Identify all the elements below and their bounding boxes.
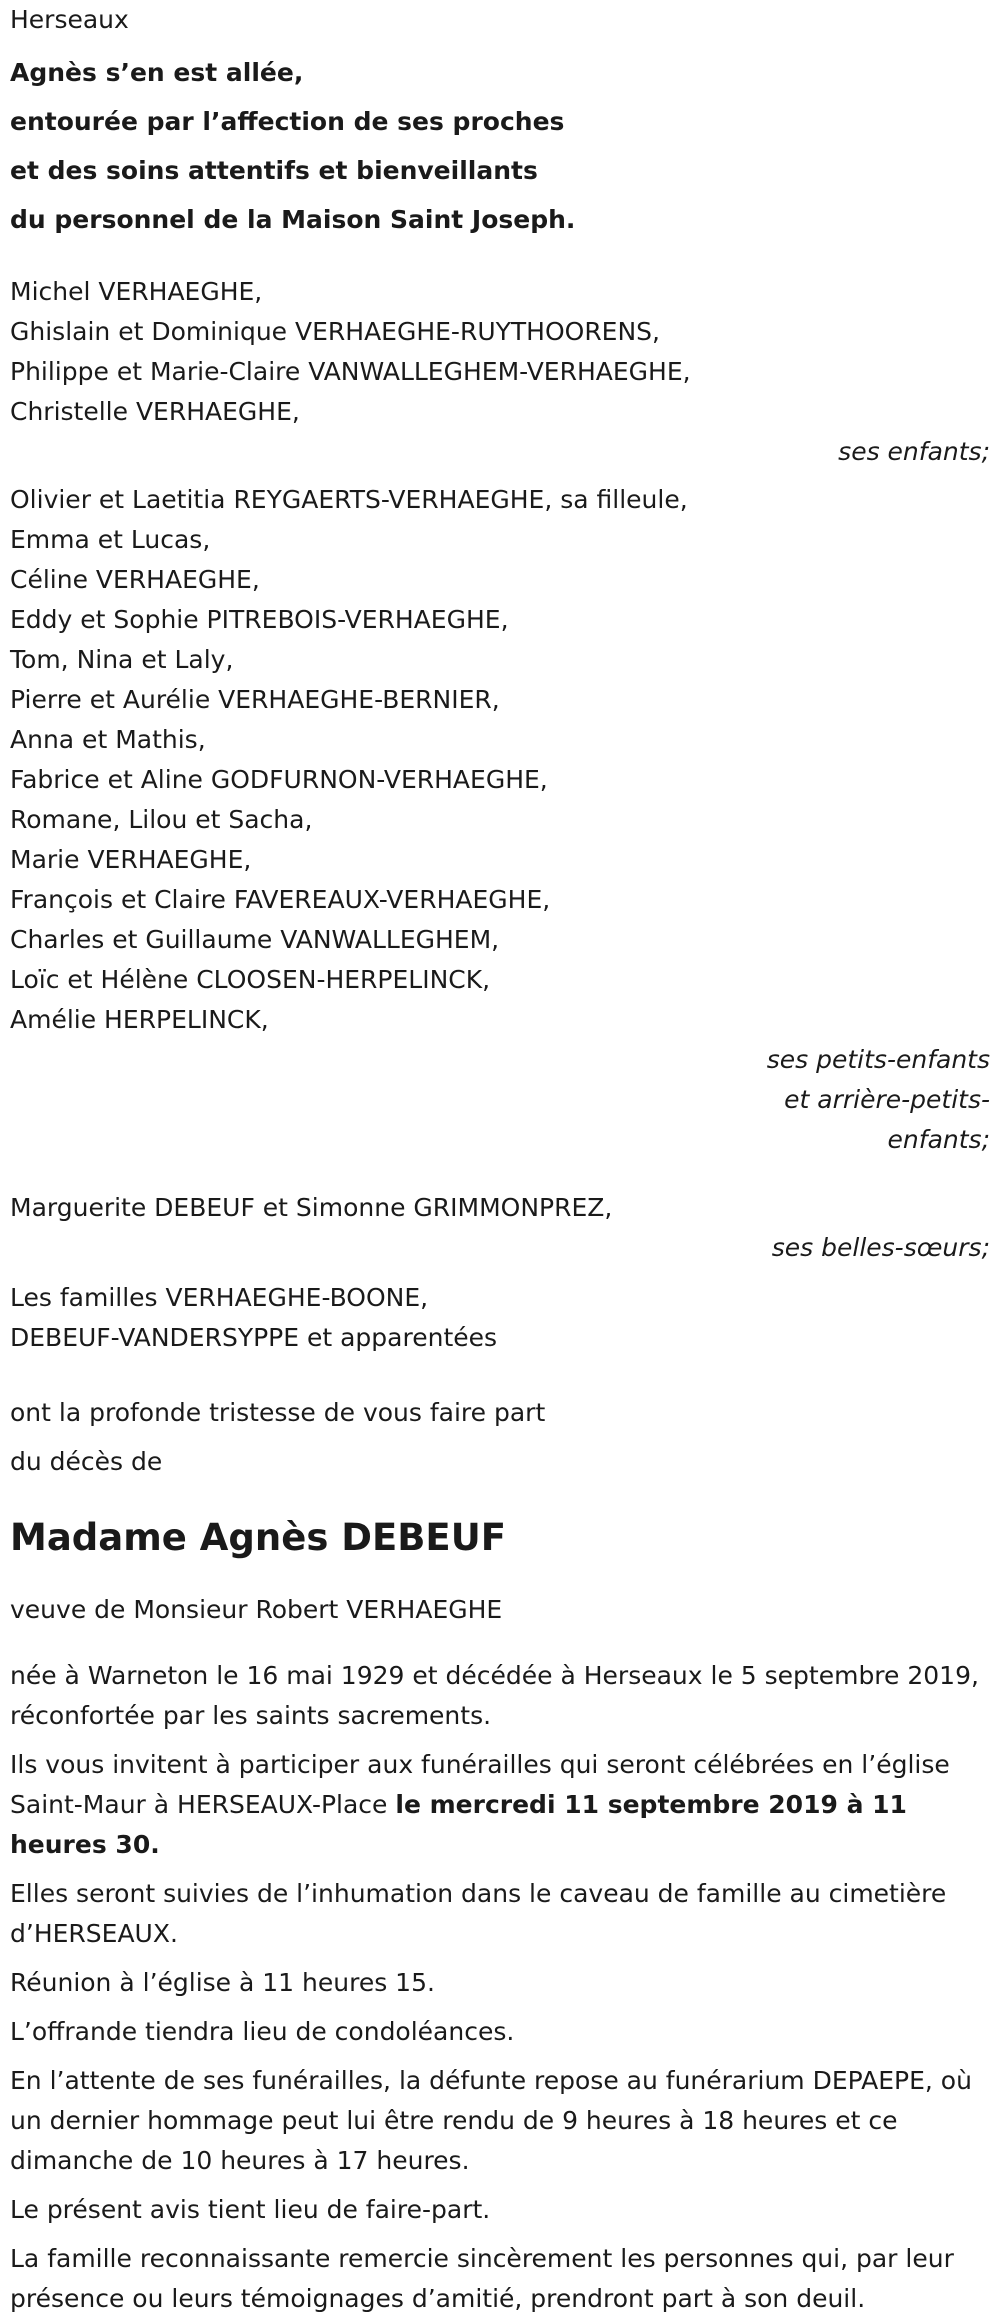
children-section [10, 272, 990, 472]
funeral-date: le mercredi 11 septembre 2019 à 11 heures 30. [10, 1790, 907, 1859]
town-name [10, 0, 990, 40]
funeral-text: Ils vous invitent à participer aux funérailles qui seront célébrées en l’église Saint-Maur à HERSEAUX-Place [10, 1750, 950, 1819]
grandchild-name: Amélie HERPELINCK, [10, 1005, 269, 1034]
children-label: ses enfants; [838, 437, 990, 466]
birth-death-paragraph: née à Warneton le 16 mai 1929 et décédée à Herseaux le 5 septembre 2019, réconfortée par les saints sacrements. [10, 1661, 979, 1730]
child-name: Michel VERHAEGHE, [10, 277, 263, 306]
intro-verse [10, 48, 990, 244]
grandchild-name: Anna et Mathis, [10, 725, 206, 754]
grandchild-name: Fabrice et Aline GODFURNON-VERHAEGHE, [10, 765, 548, 794]
grandchild-name: Marie VERHAEGHE, [10, 845, 252, 874]
family-line: Les familles VERHAEGHE-BOONE, [10, 1283, 429, 1312]
sisters-in-law-label: ses belles-sœurs; [771, 1233, 990, 1262]
grandchild-name: Tom, Nina et Laly, [10, 645, 234, 674]
child-name: Ghislain et Dominique VERHAEGHE-RUYTHOORENS, [10, 317, 660, 346]
intro-line: et des soins attentifs et bienveillants [10, 156, 538, 185]
sisters-in-law-section [10, 1188, 990, 1268]
intro-line: entourée par l’affection de ses proches [10, 107, 565, 136]
grandchildren-section [10, 480, 990, 1160]
grandchild-name: Olivier et Laetitia REYGAERTS-VERHAEGHE, sa filleule, [10, 485, 688, 514]
intro-line: Agnès s’en est allée, [10, 58, 304, 87]
town-text: Herseaux [10, 5, 129, 34]
child-name: Christelle VERHAEGHE, [10, 397, 300, 426]
sisters-in-law-names: Marguerite DEBEUF et Simonne GRIMMONPREZ, [10, 1193, 613, 1222]
viewing-paragraph: En l’attente de ses funérailles, la défunte repose au funérarium DEPAEPE, où un dernier hommage peut lui être rendu de 9 heures à 18 heures et ce dimanche de 10 heures à 17 heures. [10, 2066, 972, 2175]
grandchild-name: Céline VERHAEGHE, [10, 565, 260, 594]
announcement-line: du décès de [10, 1447, 163, 1476]
offering-paragraph: L’offrande tiendra lieu de condoléances. [10, 2017, 515, 2046]
grandchild-name: Eddy et Sophie PITREBOIS-VERHAEGHE, [10, 605, 509, 634]
deceased-name: Madame Agnès DEBEUF [10, 1516, 507, 1559]
burial-paragraph: Elles seront suivies de l’inhumation dans le caveau de famille au cimetière d’HERSEAUX. [10, 1879, 947, 1948]
grandchild-name: Pierre et Aurélie VERHAEGHE-BERNIER, [10, 685, 500, 714]
child-name: Philippe et Marie-Claire VANWALLEGHEM-VERHAEGHE, [10, 357, 691, 386]
grandchild-name: Loïc et Hélène CLOOSEN-HERPELINCK, [10, 965, 491, 994]
families-section [10, 1278, 990, 1358]
intro-line: du personnel de la Maison Saint Joseph. [10, 205, 576, 234]
announcement [10, 1388, 990, 1486]
meeting-paragraph: Réunion à l’église à 11 heures 15. [10, 1968, 435, 1997]
notice-paragraph: Le présent avis tient lieu de faire-part. [10, 2195, 491, 2224]
funeral-paragraph [10, 1745, 990, 1865]
grandchild-name: François et Claire FAVEREAUX-VERHAEGHE, [10, 885, 551, 914]
family-line: DEBEUF-VANDERSYPPE et apparentées [10, 1323, 498, 1352]
grandchildren-label: ses petits-enfants [766, 1045, 990, 1074]
thanks-paragraph: La famille reconnaissante remercie sincèrement les personnes qui, par leur présence ou leurs témoignages d’amitié, prendront part à son deuil. [10, 2244, 954, 2313]
grandchildren-label: enfants; [887, 1125, 990, 1154]
widow-of: veuve de Monsieur Robert VERHAEGHE [10, 1595, 503, 1624]
announcement-line: ont la profonde tristesse de vous faire part [10, 1398, 546, 1427]
grandchild-name: Emma et Lucas, [10, 525, 211, 554]
grandchildren-label: et arrière-petits- [784, 1085, 990, 1114]
grandchild-name: Charles et Guillaume VANWALLEGHEM, [10, 925, 500, 954]
grandchild-name: Romane, Lilou et Sacha, [10, 805, 313, 834]
